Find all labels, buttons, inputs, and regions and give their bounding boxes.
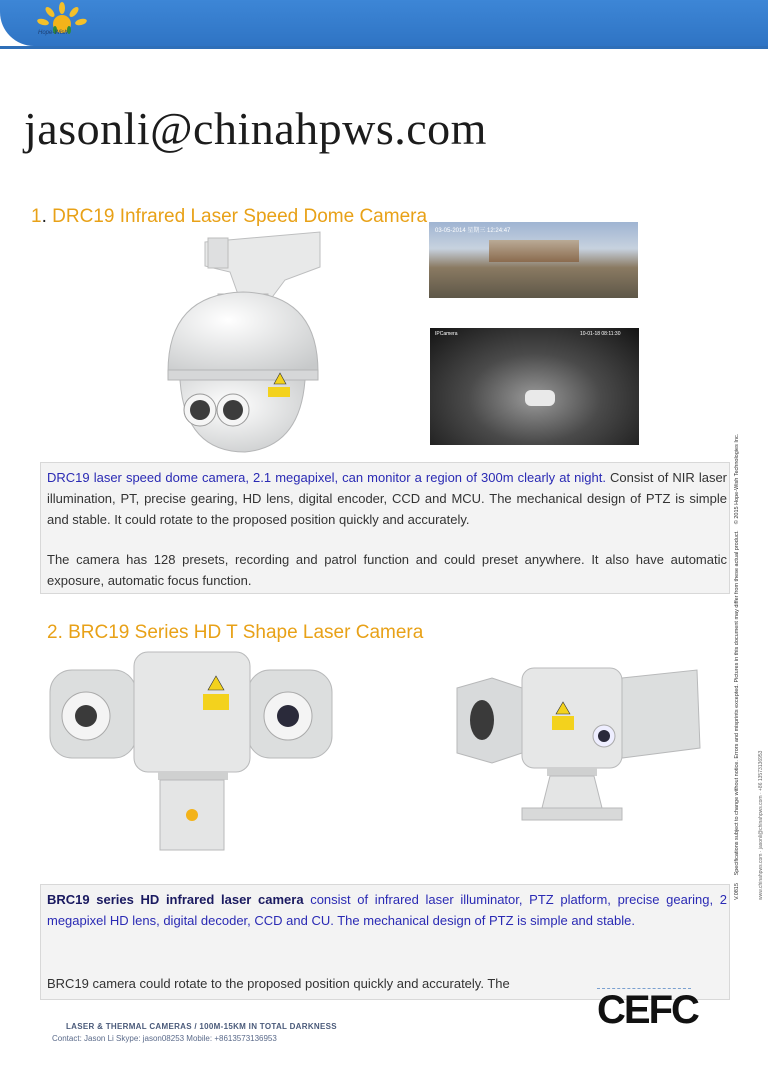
section-1-heading: DRC19 Infrared Laser Speed Dome Camera <box>46 206 428 227</box>
company-logo <box>30 2 94 42</box>
day-photo-timestamp: 03-05-2014 星期三 12:24:47 <box>435 228 511 234</box>
sidebar-contact: www.chinahpws.com · jasonli@chinahpws.com · +86 13573136953 <box>758 750 764 900</box>
section-1-detail: Consist of NIR laser illumination, PT, precise gearing, HD lens, digital encoder, CCD and MCU. The mechanical design of PTZ is simple and stable. It could rotate to the proposed position quickly and accurately. <box>47 470 728 527</box>
day-landscape-photo <box>429 222 638 298</box>
sidebar-version: V.0815 <box>734 883 740 900</box>
section-2-product-name: BRC19 series HD infrared laser camera <box>47 892 304 907</box>
sidebar-legal <box>734 210 748 900</box>
t-shape-camera-side-image <box>452 658 702 823</box>
section-1-dot: . <box>41 206 47 227</box>
night-photo-label: IPCamera <box>435 331 458 337</box>
t-shape-camera-front-image <box>48 650 333 855</box>
section-2-paragraph-2: BRC19 camera could rotate to the proposed position quickly and accurately. The <box>47 976 510 991</box>
night-photo-timestamp: 10-01-18 08:11:30 <box>580 331 621 337</box>
logo-text: Hope-Wish <box>38 30 68 36</box>
ce-fc-certification-icon: CEFC <box>597 988 698 1032</box>
contact-email[interactable]: jasonli@chinahpws.com <box>24 103 487 154</box>
header-bar <box>0 0 768 46</box>
night-vision-photo <box>430 328 639 445</box>
section-2-detail: consist of infrared laser illuminator, PTZ platform, precise gearing, 2 megapixel HD lens, digital decoder, CCD and CU. The mechanical design of PTZ is simple and stable. <box>47 892 727 928</box>
section-1-number: 1 <box>31 206 42 227</box>
section-1-paragraph-1 <box>47 467 727 530</box>
section-2-paragraph-1 <box>47 889 727 931</box>
dome-camera-image <box>150 222 330 462</box>
section-2-title: 2. BRC19 Series HD T Shape Laser Camera <box>47 622 424 643</box>
section-1-highlight: DRC19 laser speed dome camera, 2.1 megapixel, can monitor a region of 300m clearly at night. <box>47 470 606 485</box>
footer-tagline: LASER & THERMAL CAMERAS / 100M-15KM IN TOTAL DARKNESS <box>66 1022 337 1031</box>
footer-contact: Contact: Jason Li Skype: jason08253 Mobile: +8613573136953 <box>52 1034 277 1043</box>
sidebar-disclaimer <box>728 210 768 900</box>
section-1-paragraph-2: The camera has 128 presets, recording and patrol function and could preset anywhere. It also have automatic exposure, automatic focus function. <box>47 552 727 588</box>
sidebar-copyright: © 2015 Hope-Wish Technologies Inc. <box>734 433 740 525</box>
sidebar-disclaimer-text: Specifications subject to change without notice. Errors and misprints excepted. Pictures in this document may differ from these actual product. <box>734 530 740 876</box>
header-divider <box>0 46 768 49</box>
palace-building <box>489 240 579 262</box>
horses-silhouette <box>525 390 555 406</box>
